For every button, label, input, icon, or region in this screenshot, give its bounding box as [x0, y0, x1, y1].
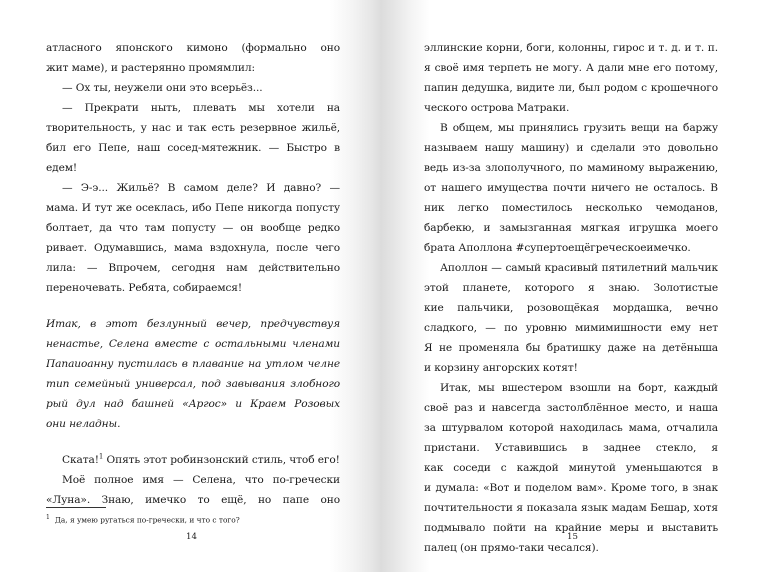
text-line	[424, 278, 718, 298]
line-text: за штурвалом которой находилась мама, отчалила	[424, 422, 718, 434]
footnote-ref: 1	[98, 452, 104, 461]
line-text: рый дул над башней «Аргос» и Краем Розовых	[46, 398, 340, 410]
text-line	[46, 198, 340, 218]
line-text: палец (он прямо-таки чесался).	[424, 542, 599, 554]
text-line	[46, 78, 340, 98]
line-text: ненастье, Селена вместе с остальными членами	[46, 338, 340, 350]
line-text: пристани. Уставившись в заднее стекло, я	[424, 442, 718, 454]
line-text: папин дедушка, видите ли, был родом с крошечного	[424, 82, 718, 94]
line-text: жит маме), и растерянно промямлил:	[46, 62, 255, 74]
text-line	[46, 178, 340, 198]
text-line	[46, 158, 340, 178]
text-line	[424, 158, 718, 178]
line-text: творительность, у нас и так есть резервное жильё,	[46, 122, 340, 134]
line-text: тип семейный универсал, под завывания злобного	[46, 378, 340, 390]
text-line	[424, 58, 718, 78]
text-line	[424, 138, 718, 158]
text-line	[424, 198, 718, 218]
paragraph-gap	[46, 434, 340, 450]
footnote-rule	[46, 507, 106, 508]
line-text: болтает, да что там попусту — он вообще редко	[46, 222, 340, 234]
text-line	[46, 218, 340, 238]
text-line	[424, 418, 718, 438]
line-text: атласного японского кимоно (формально оно	[46, 42, 340, 54]
text-line	[46, 354, 340, 374]
text-line	[46, 314, 340, 334]
text-line	[424, 378, 718, 398]
text-line	[46, 118, 340, 138]
line-text: едем!	[46, 162, 78, 174]
footnote	[46, 512, 346, 526]
line-text: и корзину ангорских котят!	[424, 362, 578, 374]
line-text: кие пальчики, розовощёкая мордашка, вечно	[424, 302, 718, 314]
text-line	[46, 334, 340, 354]
line-text: Я не променяла бы братишку даже на детёныша	[424, 342, 718, 354]
footnote-text: Да, я умею ругаться по-гречески, и что с того?	[54, 515, 240, 525]
line-text: эллинские корни, боги, колонны, гирос и т. д. и т. п.	[424, 42, 718, 54]
line-text: как соседи с каждой минутой уменьшаются в	[424, 462, 718, 474]
text-line	[46, 450, 340, 470]
text-line	[46, 38, 340, 58]
line-text: ведь из-за злополучного, по маминому выражению,	[424, 162, 718, 174]
line-text: Ската!	[62, 454, 99, 466]
right-page-text	[424, 38, 718, 558]
line-text: от нашего имущества почти ничего не осталось. В	[424, 182, 718, 194]
text-line	[424, 298, 718, 318]
text-line	[46, 374, 340, 394]
line-text: сладкого, — по уровню мимимишности ему нет	[424, 322, 718, 334]
text-line	[424, 458, 718, 478]
text-line	[424, 238, 718, 258]
line-text: и думала: «Вот и поделом вам». Кроме того, в знак	[424, 482, 718, 494]
line-text: Моё полное имя — Селена, что по-гречески	[62, 474, 340, 486]
text-line	[424, 178, 718, 198]
text-line	[424, 118, 718, 138]
line-text: называем нашу машину) и сделали это довольно	[424, 142, 718, 154]
text-line	[46, 470, 340, 490]
line-text: этой планете, которого я знаю. Золотистые	[424, 282, 718, 294]
text-line	[46, 98, 340, 118]
text-line	[424, 318, 718, 338]
line-text: ческого острова Матраки.	[424, 102, 570, 114]
line-text: ривает. Одумавшись, мама вздохнула, после чего	[46, 242, 340, 254]
text-line	[424, 478, 718, 498]
text-line	[424, 218, 718, 238]
text-line	[46, 394, 340, 414]
text-line	[424, 498, 718, 518]
line-text: «Луна». Знаю, имечко то ещё, но папе оно	[46, 494, 340, 506]
line-text: — Э-э... Жильё? В самом деле? И давно? —	[62, 182, 340, 194]
text-line	[424, 438, 718, 458]
line-text: бил его Пепе, наш сосед-мятежник. — Быстро в	[46, 142, 340, 154]
line-text: — Ох ты, неужели они это всерьёз...	[62, 82, 263, 94]
line-text: они неладны.	[46, 418, 121, 430]
text-line	[46, 58, 340, 78]
page-number-left: 14	[186, 532, 197, 542]
text-line	[424, 398, 718, 418]
text-line	[424, 358, 718, 378]
line-text: почтительности я показала язык мадам Бешар, хотя	[424, 502, 718, 514]
text-line	[46, 414, 340, 434]
line-text: подмывало пойти на крайние меры и выставить	[424, 522, 718, 534]
line-text: своё раз и навсегда застолблённое место, и наша	[424, 402, 718, 414]
line-text: Итак, в этот безлунный вечер, предчувствуя	[46, 318, 340, 330]
text-line	[424, 338, 718, 358]
text-line	[424, 78, 718, 98]
text-line	[46, 138, 340, 158]
text-line	[424, 38, 718, 58]
footnote-mark: 1	[46, 514, 50, 521]
left-page-text	[46, 38, 340, 510]
paragraph-gap	[46, 298, 340, 314]
line-text: брата Аполлона #супертоещёгреческоеимечко.	[424, 242, 691, 254]
line-text: переночевать. Ребята, собираемся!	[46, 282, 243, 294]
line-text-rest: Опять этот робинзонский стиль, чтоб его!	[103, 454, 340, 466]
line-text: — Прекрати ныть, плевать мы хотели на	[62, 102, 340, 114]
line-text: В общем, мы принялись грузить вещи на баржу	[440, 122, 718, 134]
line-text: ник легко поместилось несколько чемоданов,	[424, 202, 718, 214]
line-text: мама. И тут же осеклась, ибо Пепе никогда попусту	[46, 202, 340, 214]
line-text: Аполлон — самый красивый пятилетний мальчик	[440, 262, 718, 274]
text-line	[46, 238, 340, 258]
text-line	[424, 98, 718, 118]
text-line	[46, 258, 340, 278]
line-text: Папаиоанну пустилась в плавание на утлом челне	[46, 358, 340, 370]
text-line	[424, 258, 718, 278]
line-text: Итак, мы вшестером взошли на борт, каждый	[440, 382, 718, 394]
line-text: барбекю, и замызганная мягкая игрушка моего	[424, 222, 718, 234]
line-text: лила: — Впрочем, сегодня нам действительно	[46, 262, 340, 274]
page-number-right: 15	[567, 532, 578, 542]
right-page	[381, 0, 762, 572]
line-text: я своё имя терпеть не могу. А дали мне его потому,	[424, 62, 718, 74]
text-line	[46, 278, 340, 298]
